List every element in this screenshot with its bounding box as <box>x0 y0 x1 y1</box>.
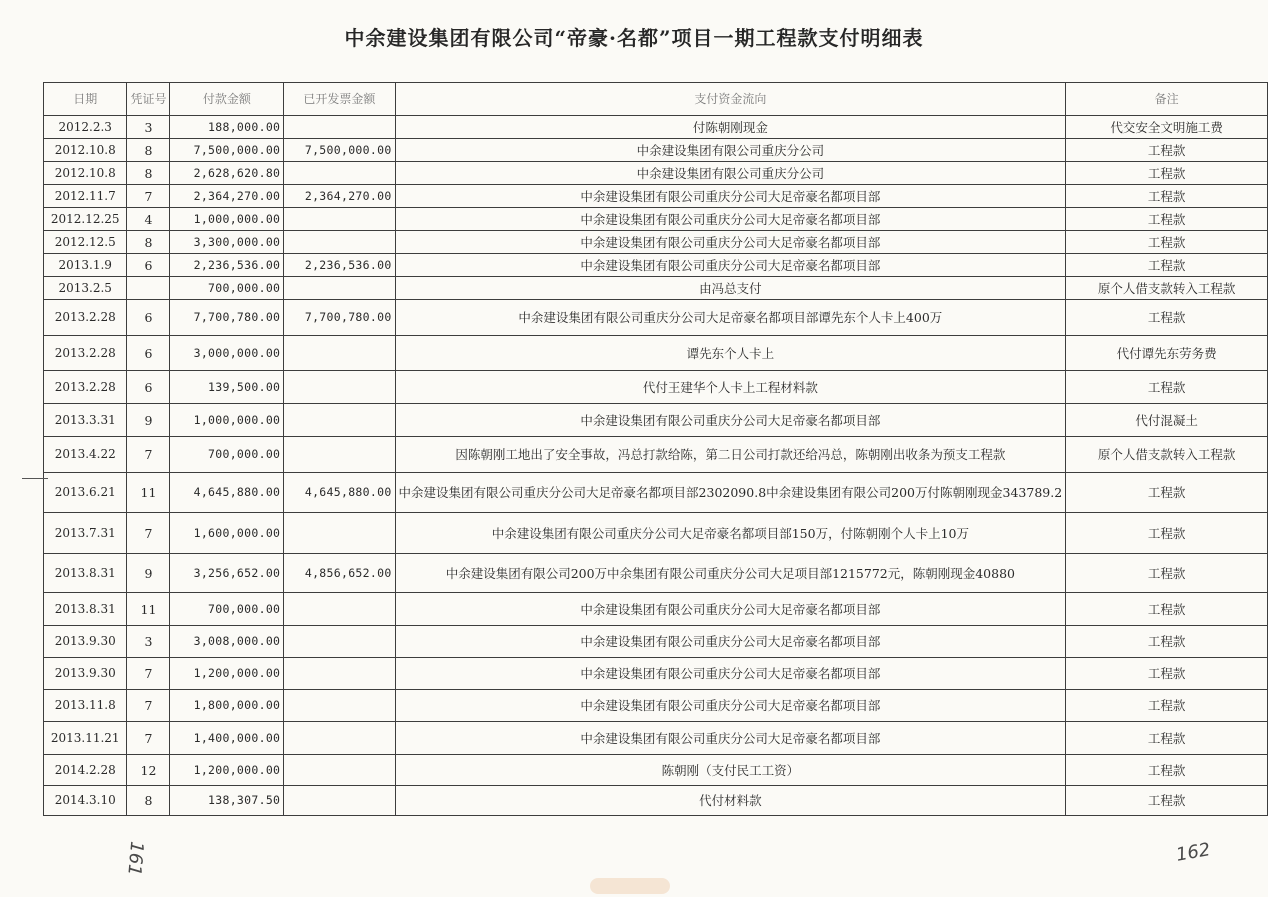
cell-invoiced <box>284 626 395 658</box>
cell-date: 2014.3.10 <box>44 786 127 816</box>
table-row <box>44 722 1268 755</box>
column-header-note: 备注 <box>1066 83 1268 116</box>
cell-amount: 3,008,000.00 <box>170 626 284 658</box>
cell-destination: 中余建设集团有限公司重庆分公司大足帝豪名都项目部2302090.8中余建设集团有限公司200万付陈朝刚现金343789.2 <box>395 473 1066 513</box>
cell-amount: 1,000,000.00 <box>170 208 284 231</box>
table-row <box>44 786 1268 816</box>
cell-amount: 1,000,000.00 <box>170 404 284 437</box>
cell-destination: 中余建设集团有限公司重庆分公司大足帝豪名都项目部 <box>395 690 1066 722</box>
cell-destination: 中余建设集团有限公司重庆分公司 <box>395 139 1066 162</box>
cell-date: 2012.12.5 <box>44 231 127 254</box>
cell-invoiced <box>284 437 395 473</box>
table-row <box>44 231 1268 254</box>
cell-amount: 1,200,000.00 <box>170 658 284 690</box>
column-header-destination: 支付资金流向 <box>395 83 1066 116</box>
cell-note: 工程款 <box>1066 473 1268 513</box>
document-title: 中余建设集团有限公司“帝豪·名都”项目一期工程款支付明细表 <box>344 26 924 50</box>
cell-destination: 中余建设集团有限公司重庆分公司大足帝豪名都项目部 <box>395 593 1066 626</box>
cell-voucher: 7 <box>127 690 170 722</box>
cell-amount: 700,000.00 <box>170 277 284 300</box>
cell-date: 2013.7.31 <box>44 513 127 554</box>
cell-voucher: 6 <box>127 336 170 371</box>
cell-note: 工程款 <box>1066 626 1268 658</box>
cell-note: 工程款 <box>1066 300 1268 336</box>
cell-voucher: 4 <box>127 208 170 231</box>
cell-note: 工程款 <box>1066 254 1268 277</box>
cell-date: 2013.3.31 <box>44 404 127 437</box>
table-row <box>44 162 1268 185</box>
cell-invoiced: 4,856,652.00 <box>284 554 395 593</box>
table-row <box>44 371 1268 404</box>
table-row <box>44 658 1268 690</box>
cell-voucher: 6 <box>127 254 170 277</box>
cell-date: 2014.2.28 <box>44 755 127 786</box>
cell-amount: 700,000.00 <box>170 437 284 473</box>
cell-note: 工程款 <box>1066 786 1268 816</box>
cell-voucher: 9 <box>127 554 170 593</box>
cell-amount: 4,645,880.00 <box>170 473 284 513</box>
cell-amount: 1,200,000.00 <box>170 755 284 786</box>
cell-destination: 代付王建华个人卡上工程材料款 <box>395 371 1066 404</box>
paper-smudge <box>590 878 670 894</box>
cell-note: 工程款 <box>1066 658 1268 690</box>
cell-destination: 中余建设集团有限公司200万中余集团有限公司重庆分公司大足项目部1215772元，陈朝刚现金40880 <box>395 554 1066 593</box>
cell-destination: 中余建设集团有限公司重庆分公司 <box>395 162 1066 185</box>
cell-date: 2013.8.31 <box>44 554 127 593</box>
cell-destination: 因陈朝刚工地出了安全事故，冯总打款给陈，第二日公司打款还给冯总，陈朝刚出收条为预支工程款 <box>395 437 1066 473</box>
cell-note: 工程款 <box>1066 722 1268 755</box>
cell-amount: 188,000.00 <box>170 116 284 139</box>
cell-date: 2013.2.28 <box>44 300 127 336</box>
cell-note: 工程款 <box>1066 139 1268 162</box>
cell-date: 2013.2.5 <box>44 277 127 300</box>
cell-destination: 中余建设集团有限公司重庆分公司大足帝豪名都项目部 <box>395 208 1066 231</box>
cell-invoiced <box>284 404 395 437</box>
cell-note: 工程款 <box>1066 755 1268 786</box>
cell-destination: 中余建设集团有限公司重庆分公司大足帝豪名都项目部 <box>395 185 1066 208</box>
cell-invoiced <box>284 231 395 254</box>
cell-invoiced <box>284 277 395 300</box>
table-row <box>44 185 1268 208</box>
cell-invoiced: 2,364,270.00 <box>284 185 395 208</box>
table-row <box>44 404 1268 437</box>
table-row <box>44 116 1268 139</box>
cell-date: 2013.4.22 <box>44 437 127 473</box>
cell-destination: 付陈朝刚现金 <box>395 116 1066 139</box>
cell-date: 2013.6.21 <box>44 473 127 513</box>
cell-invoiced <box>284 208 395 231</box>
margin-pen-mark <box>22 478 48 479</box>
cell-note: 工程款 <box>1066 690 1268 722</box>
cell-destination: 中余建设集团有限公司重庆分公司大足帝豪名都项目部 <box>395 254 1066 277</box>
cell-voucher: 9 <box>127 404 170 437</box>
column-header-amount: 付款金额 <box>170 83 284 116</box>
cell-voucher: 8 <box>127 139 170 162</box>
table-row <box>44 473 1268 513</box>
cell-invoiced <box>284 658 395 690</box>
cell-note: 工程款 <box>1066 231 1268 254</box>
cell-destination: 陈朝刚（支付民工工资） <box>395 755 1066 786</box>
cell-destination: 中余建设集团有限公司重庆分公司大足帝豪名都项目部谭先东个人卡上400万 <box>395 300 1066 336</box>
table-header-row <box>44 83 1268 116</box>
table-row <box>44 554 1268 593</box>
payment-ledger-table <box>43 82 1268 816</box>
cell-voucher: 3 <box>127 626 170 658</box>
cell-amount: 2,236,536.00 <box>170 254 284 277</box>
handwritten-page-number-right: 162 <box>1174 839 1212 866</box>
cell-date: 2012.12.25 <box>44 208 127 231</box>
cell-note: 代交安全文明施工费 <box>1066 116 1268 139</box>
cell-amount: 139,500.00 <box>170 371 284 404</box>
cell-amount: 7,500,000.00 <box>170 139 284 162</box>
cell-voucher: 8 <box>127 162 170 185</box>
cell-amount: 700,000.00 <box>170 593 284 626</box>
cell-date: 2013.8.31 <box>44 593 127 626</box>
cell-voucher <box>127 277 170 300</box>
cell-note: 代付混凝土 <box>1066 404 1268 437</box>
cell-voucher: 8 <box>127 231 170 254</box>
cell-date: 2013.2.28 <box>44 336 127 371</box>
cell-amount: 2,628,620.80 <box>170 162 284 185</box>
cell-invoiced <box>284 336 395 371</box>
cell-voucher: 7 <box>127 513 170 554</box>
cell-voucher: 6 <box>127 371 170 404</box>
cell-amount: 3,300,000.00 <box>170 231 284 254</box>
cell-note: 工程款 <box>1066 554 1268 593</box>
cell-voucher: 3 <box>127 116 170 139</box>
cell-destination: 中余建设集团有限公司重庆分公司大足帝豪名都项目部150万，付陈朝刚个人卡上10万 <box>395 513 1066 554</box>
cell-date: 2013.11.8 <box>44 690 127 722</box>
cell-invoiced <box>284 722 395 755</box>
cell-note: 原个人借支款转入工程款 <box>1066 277 1268 300</box>
cell-invoiced: 4,645,880.00 <box>284 473 395 513</box>
cell-date: 2012.2.3 <box>44 116 127 139</box>
table-row <box>44 139 1268 162</box>
cell-note: 代付谭先东劳务费 <box>1066 336 1268 371</box>
table-row <box>44 626 1268 658</box>
table-row <box>44 437 1268 473</box>
cell-destination: 代付材料款 <box>395 786 1066 816</box>
cell-date: 2012.11.7 <box>44 185 127 208</box>
cell-voucher: 12 <box>127 755 170 786</box>
cell-amount: 138,307.50 <box>170 786 284 816</box>
cell-invoiced <box>284 371 395 404</box>
cell-destination: 中余建设集团有限公司重庆分公司大足帝豪名都项目部 <box>395 658 1066 690</box>
table-row <box>44 690 1268 722</box>
cell-note: 工程款 <box>1066 185 1268 208</box>
cell-destination: 由冯总支付 <box>395 277 1066 300</box>
cell-date: 2012.10.8 <box>44 139 127 162</box>
cell-invoiced <box>284 162 395 185</box>
cell-invoiced: 2,236,536.00 <box>284 254 395 277</box>
cell-invoiced <box>284 513 395 554</box>
cell-note: 原个人借支款转入工程款 <box>1066 437 1268 473</box>
handwritten-page-number-left: 161 <box>123 840 148 877</box>
cell-amount: 7,700,780.00 <box>170 300 284 336</box>
cell-destination: 中余建设集团有限公司重庆分公司大足帝豪名都项目部 <box>395 231 1066 254</box>
cell-destination: 中余建设集团有限公司重庆分公司大足帝豪名都项目部 <box>395 722 1066 755</box>
cell-destination: 谭先东个人卡上 <box>395 336 1066 371</box>
table-row <box>44 593 1268 626</box>
table-row <box>44 513 1268 554</box>
cell-voucher: 7 <box>127 185 170 208</box>
cell-destination: 中余建设集团有限公司重庆分公司大足帝豪名都项目部 <box>395 626 1066 658</box>
cell-amount: 1,800,000.00 <box>170 690 284 722</box>
cell-amount: 2,364,270.00 <box>170 185 284 208</box>
column-header-voucher: 凭证号 <box>127 83 170 116</box>
cell-invoiced: 7,700,780.00 <box>284 300 395 336</box>
cell-date: 2012.10.8 <box>44 162 127 185</box>
cell-destination: 中余建设集团有限公司重庆分公司大足帝豪名都项目部 <box>395 404 1066 437</box>
cell-voucher: 6 <box>127 300 170 336</box>
cell-amount: 1,600,000.00 <box>170 513 284 554</box>
cell-invoiced <box>284 690 395 722</box>
cell-note: 工程款 <box>1066 208 1268 231</box>
table-row <box>44 300 1268 336</box>
column-header-invoiced: 已开发票金额 <box>284 83 395 116</box>
cell-invoiced <box>284 786 395 816</box>
column-header-date: 日期 <box>44 83 127 116</box>
table-row <box>44 208 1268 231</box>
cell-note: 工程款 <box>1066 593 1268 626</box>
cell-note: 工程款 <box>1066 513 1268 554</box>
table-row <box>44 336 1268 371</box>
cell-date: 2013.1.9 <box>44 254 127 277</box>
table-row <box>44 277 1268 300</box>
cell-voucher: 11 <box>127 473 170 513</box>
cell-invoiced <box>284 116 395 139</box>
cell-amount: 1,400,000.00 <box>170 722 284 755</box>
cell-amount: 3,000,000.00 <box>170 336 284 371</box>
cell-voucher: 7 <box>127 437 170 473</box>
cell-voucher: 11 <box>127 593 170 626</box>
table-row <box>44 254 1268 277</box>
cell-invoiced <box>284 593 395 626</box>
cell-note: 工程款 <box>1066 371 1268 404</box>
cell-note: 工程款 <box>1066 162 1268 185</box>
cell-voucher: 7 <box>127 722 170 755</box>
cell-date: 2013.11.21 <box>44 722 127 755</box>
table-body <box>44 116 1268 816</box>
cell-voucher: 7 <box>127 658 170 690</box>
table-row <box>44 755 1268 786</box>
cell-invoiced: 7,500,000.00 <box>284 139 395 162</box>
cell-invoiced <box>284 755 395 786</box>
cell-amount: 3,256,652.00 <box>170 554 284 593</box>
cell-voucher: 8 <box>127 786 170 816</box>
cell-date: 2013.2.28 <box>44 371 127 404</box>
cell-date: 2013.9.30 <box>44 626 127 658</box>
cell-date: 2013.9.30 <box>44 658 127 690</box>
